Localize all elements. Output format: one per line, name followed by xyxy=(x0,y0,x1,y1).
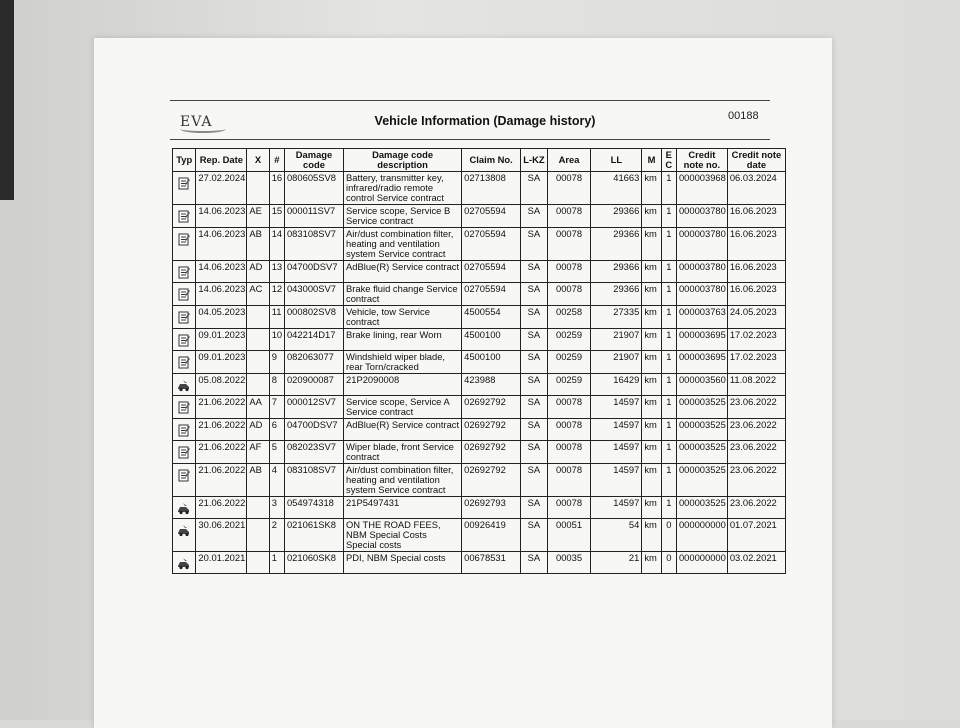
claim-number-cell: 4500100 xyxy=(462,351,521,374)
header-cell: Claim No. xyxy=(462,149,521,172)
credit-note-date-cell: 16.06.2023 xyxy=(727,283,785,306)
table-row xyxy=(173,464,786,497)
table-row xyxy=(173,205,786,228)
unit-cell: km xyxy=(642,205,661,228)
unit-cell: km xyxy=(642,306,661,329)
lkz-cell: SA xyxy=(521,351,547,374)
damage-code-cell: 04700DSV7 xyxy=(284,419,343,441)
lkz-cell: SA xyxy=(521,306,547,329)
x-cell: AB xyxy=(247,464,269,497)
area-cell: 00078 xyxy=(547,396,591,419)
credit-note-date-cell: 16.06.2023 xyxy=(727,261,785,283)
rep-date-cell: 30.06.2021 xyxy=(196,519,247,552)
credit-note-number-cell: 000003780 xyxy=(676,283,727,306)
typ-cell xyxy=(173,519,196,552)
damage-description-cell: 21P5497431 xyxy=(344,497,462,519)
area-cell: 00259 xyxy=(547,351,591,374)
service-doc-icon xyxy=(177,237,191,248)
claim-number-cell: 02705594 xyxy=(462,205,521,228)
damage-history-table xyxy=(172,148,786,574)
credit-note-date-cell: 11.08.2022 xyxy=(727,374,785,396)
table-row xyxy=(173,552,786,574)
service-doc-icon xyxy=(177,405,191,416)
damage-code-cell: 043000SV7 xyxy=(284,283,343,306)
header-cell: L-KZ xyxy=(521,149,547,172)
rep-date-cell: 14.06.2023 xyxy=(196,205,247,228)
credit-note-number-cell: 000003525 xyxy=(676,464,727,497)
row-number-cell: 10 xyxy=(269,329,284,351)
area-cell: 00035 xyxy=(547,552,591,574)
service-doc-icon xyxy=(177,181,191,192)
row-number-cell: 16 xyxy=(269,172,284,205)
table-row xyxy=(173,306,786,329)
claim-number-cell: 02713808 xyxy=(462,172,521,205)
unit-cell: km xyxy=(642,497,661,519)
credit-note-number-cell: 000003763 xyxy=(676,306,727,329)
row-number-cell: 8 xyxy=(269,374,284,396)
credit-note-number-cell: 000003560 xyxy=(676,374,727,396)
damage-code-cell: 042214D17 xyxy=(284,329,343,351)
mileage-cell: 21907 xyxy=(591,351,642,374)
row-number-cell: 5 xyxy=(269,441,284,464)
rep-date-cell: 09.01.2023 xyxy=(196,351,247,374)
header-cell: M xyxy=(642,149,661,172)
ec-cell: 1 xyxy=(661,374,676,396)
damage-description-cell: Battery, transmitter key, infrared/radio remote control Service contract xyxy=(344,172,462,205)
service-doc-icon xyxy=(177,338,191,349)
x-cell xyxy=(247,552,269,574)
service-doc-icon xyxy=(177,270,191,281)
mileage-cell: 21 xyxy=(591,552,642,574)
table-row xyxy=(173,441,786,464)
vehicle-icon xyxy=(177,383,191,394)
area-cell: 00078 xyxy=(547,419,591,441)
unit-cell: km xyxy=(642,351,661,374)
service-doc-icon xyxy=(177,360,191,371)
row-number-cell: 1 xyxy=(269,552,284,574)
damage-code-cell: 000011SV7 xyxy=(284,205,343,228)
rep-date-cell: 20.01.2021 xyxy=(196,552,247,574)
rep-date-cell: 14.06.2023 xyxy=(196,261,247,283)
x-cell xyxy=(247,329,269,351)
unit-cell: km xyxy=(642,464,661,497)
area-cell: 00078 xyxy=(547,497,591,519)
unit-cell: km xyxy=(642,419,661,441)
mileage-cell: 14597 xyxy=(591,396,642,419)
area-cell: 00259 xyxy=(547,329,591,351)
vehicle-icon xyxy=(177,561,191,572)
ec-cell: 1 xyxy=(661,464,676,497)
damage-description-cell: AdBlue(R) Service contract xyxy=(344,261,462,283)
typ-cell xyxy=(173,172,196,205)
ec-cell: 1 xyxy=(661,172,676,205)
ec-cell: 0 xyxy=(661,519,676,552)
damage-description-cell: AdBlue(R) Service contract xyxy=(344,419,462,441)
unit-cell: km xyxy=(642,283,661,306)
service-doc-icon xyxy=(177,473,191,484)
mileage-cell: 27335 xyxy=(591,306,642,329)
x-cell: AE xyxy=(247,205,269,228)
unit-cell: km xyxy=(642,261,661,283)
rep-date-cell: 21.06.2022 xyxy=(196,419,247,441)
claim-number-cell: 02692792 xyxy=(462,396,521,419)
credit-note-number-cell: 000003695 xyxy=(676,351,727,374)
typ-cell xyxy=(173,497,196,519)
mileage-cell: 29366 xyxy=(591,205,642,228)
x-cell: AD xyxy=(247,419,269,441)
unit-cell: km xyxy=(642,396,661,419)
typ-cell xyxy=(173,228,196,261)
header-cell: # xyxy=(269,149,284,172)
x-cell xyxy=(247,374,269,396)
credit-note-number-cell: 000003780 xyxy=(676,228,727,261)
damage-code-cell: 000012SV7 xyxy=(284,396,343,419)
area-cell: 00078 xyxy=(547,228,591,261)
mileage-cell: 21907 xyxy=(591,329,642,351)
typ-cell xyxy=(173,306,196,329)
service-doc-icon xyxy=(177,214,191,225)
mileage-cell: 54 xyxy=(591,519,642,552)
lkz-cell: SA xyxy=(521,374,547,396)
rep-date-cell: 21.06.2022 xyxy=(196,464,247,497)
x-cell xyxy=(247,519,269,552)
vehicle-icon xyxy=(177,506,191,517)
table-row xyxy=(173,351,786,374)
header-cell: Rep. Date xyxy=(196,149,247,172)
row-number-cell: 9 xyxy=(269,351,284,374)
claim-number-cell: 02692793 xyxy=(462,497,521,519)
typ-cell xyxy=(173,351,196,374)
credit-note-date-cell: 24.05.2023 xyxy=(727,306,785,329)
table-body xyxy=(173,172,786,574)
credit-note-date-cell: 01.07.2021 xyxy=(727,519,785,552)
damage-description-cell: Windshield wiper blade, rear Torn/cracked xyxy=(344,351,462,374)
lkz-cell: SA xyxy=(521,329,547,351)
area-cell: 00051 xyxy=(547,519,591,552)
x-cell xyxy=(247,497,269,519)
ec-cell: 1 xyxy=(661,283,676,306)
damage-code-cell: 021061SK8 xyxy=(284,519,343,552)
credit-note-date-cell: 23.06.2022 xyxy=(727,497,785,519)
claim-number-cell: 02705594 xyxy=(462,283,521,306)
service-doc-icon xyxy=(177,292,191,303)
ec-cell: 1 xyxy=(661,419,676,441)
area-cell: 00078 xyxy=(547,464,591,497)
mileage-cell: 14597 xyxy=(591,497,642,519)
row-number-cell: 2 xyxy=(269,519,284,552)
rep-date-cell: 21.06.2022 xyxy=(196,441,247,464)
credit-note-date-cell: 23.06.2022 xyxy=(727,396,785,419)
credit-note-date-cell: 16.06.2023 xyxy=(727,205,785,228)
mileage-cell: 14597 xyxy=(591,464,642,497)
lkz-cell: SA xyxy=(521,283,547,306)
typ-cell xyxy=(173,205,196,228)
header-cell: E C xyxy=(661,149,676,172)
header-cell: Area xyxy=(547,149,591,172)
area-cell: 00078 xyxy=(547,441,591,464)
typ-cell xyxy=(173,396,196,419)
vehicle-icon xyxy=(177,528,191,539)
credit-note-number-cell: 000003780 xyxy=(676,261,727,283)
table-row xyxy=(173,497,786,519)
x-cell xyxy=(247,351,269,374)
row-number-cell: 3 xyxy=(269,497,284,519)
damage-description-cell: PDI, NBM Special costs xyxy=(344,552,462,574)
area-cell: 00258 xyxy=(547,306,591,329)
header-rule-bottom xyxy=(170,139,770,140)
lkz-cell: SA xyxy=(521,396,547,419)
ec-cell: 1 xyxy=(661,261,676,283)
lkz-cell: SA xyxy=(521,464,547,497)
mileage-cell: 16429 xyxy=(591,374,642,396)
lkz-cell: SA xyxy=(521,261,547,283)
header-cell: Damage code xyxy=(284,149,343,172)
rep-date-cell: 04.05.2023 xyxy=(196,306,247,329)
damage-description-cell: Air/dust combination filter, heating and ventilation system Service contract xyxy=(344,464,462,497)
table-row xyxy=(173,283,786,306)
row-number-cell: 15 xyxy=(269,205,284,228)
credit-note-date-cell: 23.06.2022 xyxy=(727,441,785,464)
damage-code-cell: 080605SV8 xyxy=(284,172,343,205)
unit-cell: km xyxy=(642,329,661,351)
credit-note-date-cell: 23.06.2022 xyxy=(727,464,785,497)
table-row xyxy=(173,228,786,261)
claim-number-cell: 4500100 xyxy=(462,329,521,351)
typ-cell xyxy=(173,552,196,574)
claim-number-cell: 02705594 xyxy=(462,261,521,283)
credit-note-date-cell: 17.02.2023 xyxy=(727,351,785,374)
area-cell: 00078 xyxy=(547,172,591,205)
row-number-cell: 6 xyxy=(269,419,284,441)
x-cell: AA xyxy=(247,396,269,419)
credit-note-number-cell: 000003525 xyxy=(676,441,727,464)
x-cell: AC xyxy=(247,283,269,306)
row-number-cell: 14 xyxy=(269,228,284,261)
credit-note-date-cell: 17.02.2023 xyxy=(727,329,785,351)
ec-cell: 1 xyxy=(661,228,676,261)
row-number-cell: 13 xyxy=(269,261,284,283)
damage-description-cell: 21P2090008 xyxy=(344,374,462,396)
claim-number-cell: 02692792 xyxy=(462,441,521,464)
damage-code-cell: 082023SV7 xyxy=(284,441,343,464)
typ-cell xyxy=(173,374,196,396)
claim-number-cell: 02705594 xyxy=(462,228,521,261)
lkz-cell: SA xyxy=(521,497,547,519)
x-cell: AB xyxy=(247,228,269,261)
rep-date-cell: 14.06.2023 xyxy=(196,283,247,306)
credit-note-number-cell: 000003525 xyxy=(676,497,727,519)
unit-cell: km xyxy=(642,441,661,464)
mileage-cell: 29366 xyxy=(591,261,642,283)
claim-number-cell: 02692792 xyxy=(462,419,521,441)
rep-date-cell: 27.02.2024 xyxy=(196,172,247,205)
service-doc-icon xyxy=(177,450,191,461)
damage-description-cell: ON THE ROAD FEES, NBM Special Costs Special costs xyxy=(344,519,462,552)
damage-description-cell: Air/dust combination filter, heating and ventilation system Service contract xyxy=(344,228,462,261)
rep-date-cell: 09.01.2023 xyxy=(196,329,247,351)
dark-edge xyxy=(0,0,14,200)
table-row xyxy=(173,374,786,396)
damage-code-cell: 083108SV7 xyxy=(284,464,343,497)
service-doc-icon xyxy=(177,315,191,326)
area-cell: 00078 xyxy=(547,283,591,306)
damage-description-cell: Service scope, Service B Service contract xyxy=(344,205,462,228)
table-row xyxy=(173,261,786,283)
mileage-cell: 41663 xyxy=(591,172,642,205)
logo-swoosh xyxy=(180,125,226,133)
header-cell: Typ xyxy=(173,149,196,172)
claim-number-cell: 423988 xyxy=(462,374,521,396)
mileage-cell: 29366 xyxy=(591,228,642,261)
area-cell: 00259 xyxy=(547,374,591,396)
document-number: 00188 xyxy=(728,110,759,122)
unit-cell: km xyxy=(642,228,661,261)
typ-cell xyxy=(173,464,196,497)
credit-note-number-cell: 000003695 xyxy=(676,329,727,351)
damage-description-cell: Vehicle, tow Service contract xyxy=(344,306,462,329)
damage-code-cell: 021060SK8 xyxy=(284,552,343,574)
x-cell: AD xyxy=(247,261,269,283)
mileage-cell: 14597 xyxy=(591,419,642,441)
rep-date-cell: 21.06.2022 xyxy=(196,396,247,419)
header-cell: LL xyxy=(591,149,642,172)
lkz-cell: SA xyxy=(521,419,547,441)
x-cell xyxy=(247,172,269,205)
damage-description-cell: Service scope, Service A Service contract xyxy=(344,396,462,419)
lkz-cell: SA xyxy=(521,552,547,574)
area-cell: 00078 xyxy=(547,205,591,228)
credit-note-date-cell: 16.06.2023 xyxy=(727,228,785,261)
credit-note-number-cell: 000000000 xyxy=(676,552,727,574)
header-cell: Damage code description xyxy=(344,149,462,172)
rep-date-cell: 05.08.2022 xyxy=(196,374,247,396)
ec-cell: 1 xyxy=(661,329,676,351)
credit-note-number-cell: 000003968 xyxy=(676,172,727,205)
rep-date-cell: 14.06.2023 xyxy=(196,228,247,261)
logo-text: EVA xyxy=(180,114,213,130)
unit-cell: km xyxy=(642,374,661,396)
typ-cell xyxy=(173,261,196,283)
damage-code-cell: 04700DSV7 xyxy=(284,261,343,283)
header-cell: X xyxy=(247,149,269,172)
ec-cell: 1 xyxy=(661,205,676,228)
table-row xyxy=(173,396,786,419)
ec-cell: 1 xyxy=(661,441,676,464)
header-row xyxy=(173,149,786,172)
table-row xyxy=(173,419,786,441)
typ-cell xyxy=(173,419,196,441)
typ-cell xyxy=(173,329,196,351)
ec-cell: 1 xyxy=(661,351,676,374)
row-number-cell: 4 xyxy=(269,464,284,497)
table-row xyxy=(173,172,786,205)
x-cell: AF xyxy=(247,441,269,464)
unit-cell: km xyxy=(642,172,661,205)
claim-number-cell: 02692792 xyxy=(462,464,521,497)
damage-code-cell: 054974318 xyxy=(284,497,343,519)
ec-cell: 1 xyxy=(661,396,676,419)
eva-logo xyxy=(180,114,230,136)
ec-cell: 1 xyxy=(661,306,676,329)
typ-cell xyxy=(173,441,196,464)
ec-cell: 0 xyxy=(661,552,676,574)
header-cell: Credit note no. xyxy=(676,149,727,172)
ec-cell: 1 xyxy=(661,497,676,519)
credit-note-number-cell: 000003525 xyxy=(676,396,727,419)
damage-code-cell: 000802SV8 xyxy=(284,306,343,329)
rep-date-cell: 21.06.2022 xyxy=(196,497,247,519)
lkz-cell: SA xyxy=(521,519,547,552)
service-doc-icon xyxy=(177,428,191,439)
damage-description-cell: Brake fluid change Service contract xyxy=(344,283,462,306)
damage-code-cell: 082063077 xyxy=(284,351,343,374)
credit-note-number-cell: 000003780 xyxy=(676,205,727,228)
row-number-cell: 12 xyxy=(269,283,284,306)
credit-note-date-cell: 06.03.2024 xyxy=(727,172,785,205)
header-cell: Credit note date xyxy=(727,149,785,172)
row-number-cell: 7 xyxy=(269,396,284,419)
credit-note-date-cell: 03.02.2021 xyxy=(727,552,785,574)
credit-note-date-cell: 23.06.2022 xyxy=(727,419,785,441)
claim-number-cell: 00926419 xyxy=(462,519,521,552)
table-row xyxy=(173,329,786,351)
mileage-cell: 14597 xyxy=(591,441,642,464)
damage-description-cell: Brake lining, rear Worn xyxy=(344,329,462,351)
damage-code-cell: 020900087 xyxy=(284,374,343,396)
credit-note-number-cell: 000003525 xyxy=(676,419,727,441)
claim-number-cell: 00678531 xyxy=(462,552,521,574)
table-row xyxy=(173,519,786,552)
lkz-cell: SA xyxy=(521,228,547,261)
lkz-cell: SA xyxy=(521,172,547,205)
lkz-cell: SA xyxy=(521,441,547,464)
row-number-cell: 11 xyxy=(269,306,284,329)
credit-note-number-cell: 000000000 xyxy=(676,519,727,552)
area-cell: 00078 xyxy=(547,261,591,283)
x-cell xyxy=(247,306,269,329)
unit-cell: km xyxy=(642,519,661,552)
typ-cell xyxy=(173,283,196,306)
claim-number-cell: 4500554 xyxy=(462,306,521,329)
mileage-cell: 29366 xyxy=(591,283,642,306)
unit-cell: km xyxy=(642,552,661,574)
damage-code-cell: 083108SV7 xyxy=(284,228,343,261)
lkz-cell: SA xyxy=(521,205,547,228)
document-title: Vehicle Information (Damage history) xyxy=(374,114,596,128)
header-rule-top xyxy=(170,100,770,101)
damage-description-cell: Wiper blade, front Service contract xyxy=(344,441,462,464)
